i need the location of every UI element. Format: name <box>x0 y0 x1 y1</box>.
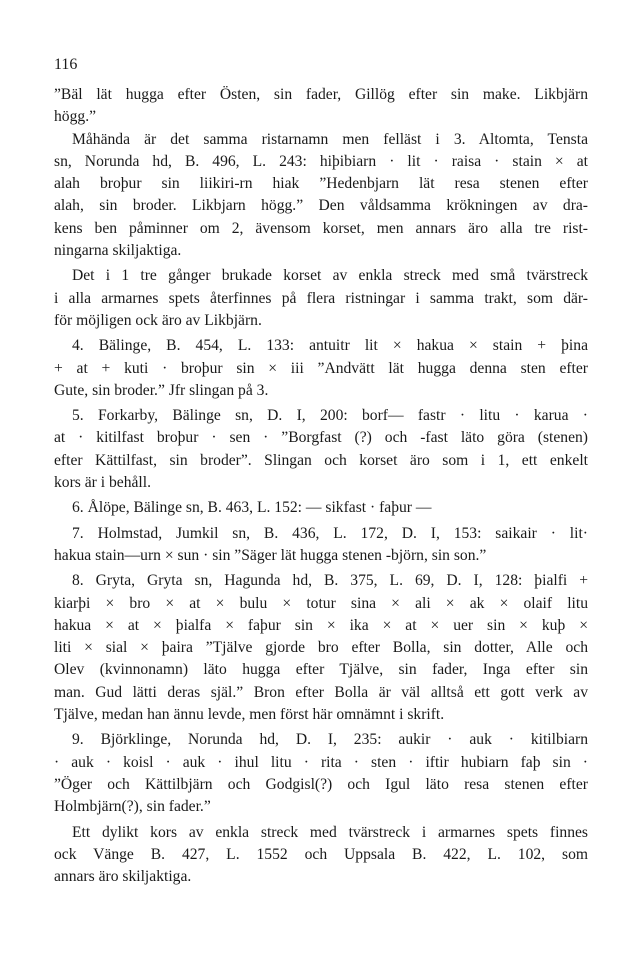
text-line: 6. Ålöpe, Bälinge sn, B. 463, L. 152: — sikfast · faþur — <box>72 499 432 517</box>
text-line: i alla armarnes spets återfinnes på flera ristningar i samma trakt, som där- <box>54 289 588 307</box>
paragraph-similar-cross <box>54 822 588 889</box>
text-line: annars äro skiljaktiga. <box>54 868 192 886</box>
text-line: alah, sin broder. Likbjarn högg.” Den våldsamma krökningen av dra- <box>54 197 588 215</box>
text-line: sn, Norunda hd, B. 496, L. 243: hiþibiarn · lit · raisa · stain × at <box>54 152 588 170</box>
text-line: 5. Forkarby, Bälinge sn, D. I, 200: borf— fastr · litu · karua · <box>72 407 588 425</box>
text-line: 8. Gryta, Gryta sn, Hagunda hd, B. 375, L. 69, D. I, 128: þialfi + <box>72 572 588 590</box>
entry-4-balinge <box>54 335 588 402</box>
text-line: hakua stain—urn × sun · sin ”Säger lät hugga stenen -björn, sin son.” <box>54 546 487 564</box>
entry-8-gryta <box>54 570 588 726</box>
text-line: man. Gud lätti deras själ.” Bron efter Bolla är väl alltså ett gott verk av <box>54 683 588 701</box>
text-line: 7. Holmstad, Jumkil sn, B. 436, L. 172, D. I, 153: saikair · lit· <box>72 524 588 542</box>
text-line: Olev (kvinnonamn) läto hugga efter Tjälve, sin fader, Inga efter sin <box>54 661 588 679</box>
text-line: efter Kättilfast, sin broder”. Slingan och korset äro som i 1, ett enkelt <box>54 451 588 469</box>
text-line: Gute, sin broder.” Jfr slingan på 3. <box>54 381 269 399</box>
entry-6-alope <box>54 497 588 519</box>
text-line: Tjälve, medan han ännu levde, men först här omnämnt i skrift. <box>54 706 445 724</box>
text-line: högg.” <box>54 108 97 126</box>
text-line: Måhända är det samma ristarnamn men felläst i 3. Altomta, Tensta <box>72 130 588 148</box>
text-line: alah broþur sin liikiri-rn hiak ”Hedenbjarn lät resa stenen efter <box>54 175 588 193</box>
text-line: 9. Björklinge, Norunda hd, D. I, 235: aukir · auk · kitilbiarn <box>72 731 588 749</box>
text-line: kiarþi × bro × at × bulu × totur sina × ali × ak × olaif litu <box>54 594 588 612</box>
text-line: för möjligen ock äro av Likbjärn. <box>54 311 262 329</box>
entry-5-forkarby <box>54 405 588 494</box>
text-line: Ett dylikt kors av enkla streck med tvärstreck i armarnes spets finnes <box>72 823 588 841</box>
text-line: Det i 1 tre gånger brukade korset av enkla streck med små tvärstreck <box>72 267 588 285</box>
page-body <box>54 84 588 888</box>
paragraph-cross-note <box>54 265 588 332</box>
text-line: kens ben påminner om 2, ävensom korset, men annars äro alla tre rist- <box>54 219 588 237</box>
entry-9-bjorklinge <box>54 729 588 818</box>
text-line: ”Öger och Kättilbjärn och Godgisl(?) och Igul läto resa stenen efter <box>54 775 588 793</box>
paragraph-quote <box>54 84 588 129</box>
text-line: liti × sial × þaira ”Tjälve gjorde bro efter Bolla, sin dotter, Alle och <box>54 639 588 657</box>
text-line: + at + kuti · broþur sin × iii ”Andvätt lät hugga denna sten efter <box>54 359 588 377</box>
text-line: ningarna skiljaktiga. <box>54 242 182 260</box>
page-number: 116 <box>54 56 78 73</box>
text-line: hakua × at × þialfa × faþur sin × ika × at × uer sin × kuþ × <box>54 616 588 634</box>
entry-7-holmstad <box>54 523 588 568</box>
text-line: kors är i behåll. <box>54 474 151 492</box>
text-line: ”Bäl lät hugga efter Östen, sin fader, Gillög efter sin make. Likbjärn <box>54 86 588 103</box>
text-line: · auk · koisl · auk · ihul litu · rita · sten · iftir hubiarn faþ sin · <box>54 753 588 771</box>
text-line: 4. Bälinge, B. 454, L. 133: antuitr lit × hakua × stain + þina <box>72 337 588 355</box>
text-line: Holmbjärn(?), sin fader.” <box>54 798 211 816</box>
text-line: at · kitilfast broþur · sen · ”Borgfast (?) och -fast läto göra (stenen) <box>54 429 588 447</box>
text-line: ock Vänge B. 427, L. 1552 och Uppsala B. 422, L. 102, som <box>54 845 588 863</box>
paragraph-altomta <box>54 129 588 263</box>
